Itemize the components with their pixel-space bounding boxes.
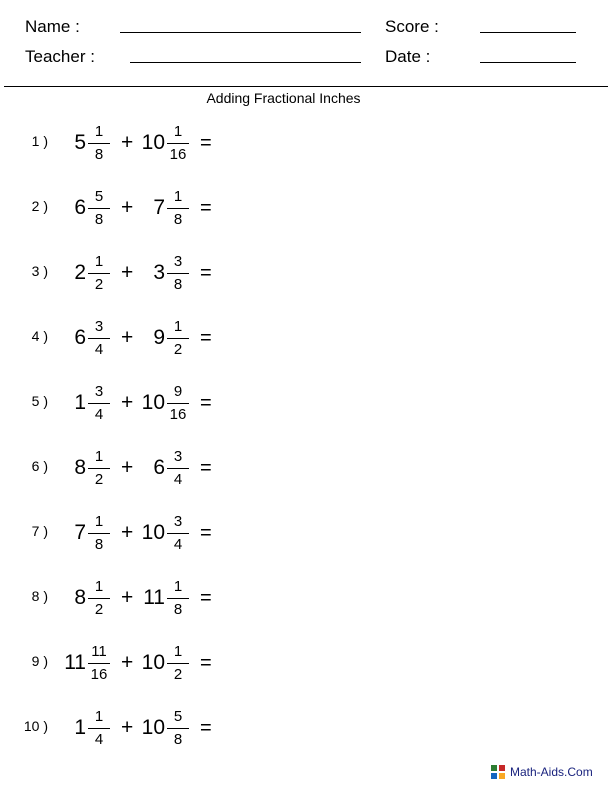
denominator: 16 — [169, 146, 187, 163]
whole-number: 2 — [74, 261, 86, 284]
equals-sign: = — [200, 197, 212, 219]
teacher-field[interactable] — [130, 62, 361, 63]
whole-number: 1 — [74, 391, 86, 414]
denominator: 4 — [94, 731, 104, 748]
problem-number: 2 ) — [31, 198, 48, 214]
whole-number: 10 — [141, 521, 165, 544]
whole-number: 10 — [141, 131, 165, 154]
problem-1 — [0, 120, 612, 166]
numerator: 1 — [94, 513, 104, 530]
plus-sign: + — [121, 261, 134, 284]
denominator: 16 — [90, 666, 108, 683]
whole-number: 10 — [141, 391, 165, 414]
denominator: 2 — [173, 666, 183, 683]
denominator: 2 — [173, 341, 183, 358]
plus-sign: + — [121, 196, 134, 219]
denominator: 8 — [173, 731, 183, 748]
plus-sign: + — [121, 586, 134, 609]
date-field[interactable] — [480, 62, 576, 63]
problem-number: 8 ) — [31, 588, 48, 604]
problem-10 — [0, 705, 612, 751]
whole-number: 1 — [74, 716, 86, 739]
brand-name: Math-Aids.Com — [510, 765, 593, 779]
math-aids-logo-icon — [491, 765, 505, 779]
whole-number: 8 — [74, 586, 86, 609]
fraction-bar — [167, 143, 189, 144]
numerator: 1 — [94, 253, 104, 270]
problem-8 — [0, 575, 612, 621]
score-field[interactable] — [480, 32, 576, 33]
whole-number: 5 — [74, 131, 86, 154]
numerator: 5 — [173, 708, 183, 725]
numerator: 9 — [173, 383, 183, 400]
plus-sign: + — [121, 651, 134, 674]
numerator: 1 — [94, 448, 104, 465]
numerator: 1 — [94, 708, 104, 725]
numerator: 3 — [94, 318, 104, 335]
numerator: 5 — [94, 188, 104, 205]
equals-sign: = — [200, 132, 212, 154]
equals-sign: = — [200, 717, 212, 739]
fraction-bar — [167, 728, 189, 729]
denominator: 4 — [173, 536, 183, 553]
fraction-bar — [88, 728, 110, 729]
name-field[interactable] — [120, 32, 361, 33]
numerator: 3 — [173, 448, 183, 465]
denominator: 4 — [94, 341, 104, 358]
plus-sign: + — [121, 391, 134, 414]
equals-sign: = — [200, 327, 212, 349]
fraction-bar — [167, 533, 189, 534]
fraction-bar — [88, 208, 110, 209]
denominator: 4 — [94, 406, 104, 423]
denominator: 8 — [173, 211, 183, 228]
fraction-bar — [88, 273, 110, 274]
whole-number: 3 — [153, 261, 165, 284]
denominator: 2 — [94, 276, 104, 293]
problem-2 — [0, 185, 612, 231]
problem-6 — [0, 445, 612, 491]
fraction-bar — [167, 338, 189, 339]
problem-number: 1 ) — [31, 133, 48, 149]
whole-number: 10 — [141, 651, 165, 674]
score-label: Score : — [385, 17, 439, 36]
whole-number: 6 — [74, 196, 86, 219]
denominator: 8 — [94, 211, 104, 228]
teacher-label: Teacher : — [25, 47, 95, 66]
problem-number: 6 ) — [31, 458, 48, 474]
plus-sign: + — [121, 716, 134, 739]
equals-sign: = — [200, 652, 212, 674]
equals-sign: = — [200, 457, 212, 479]
plus-sign: + — [121, 456, 134, 479]
numerator: 1 — [173, 318, 183, 335]
problem-number: 5 ) — [31, 393, 48, 409]
equals-sign: = — [200, 392, 212, 414]
equals-sign: = — [200, 522, 212, 544]
whole-number: 7 — [153, 196, 165, 219]
problem-9 — [0, 640, 612, 686]
numerator: 1 — [94, 578, 104, 595]
numerator: 3 — [173, 253, 183, 270]
problem-3 — [0, 250, 612, 296]
whole-number: 10 — [141, 716, 165, 739]
whole-number: 11 — [143, 586, 165, 609]
problem-7 — [0, 510, 612, 556]
whole-number: 6 — [153, 456, 165, 479]
name-label: Name : — [25, 17, 80, 36]
problem-number: 3 ) — [31, 263, 48, 279]
denominator: 8 — [94, 146, 104, 163]
denominator: 8 — [173, 276, 183, 293]
numerator: 1 — [94, 123, 104, 140]
problem-4 — [0, 315, 612, 361]
fraction-bar — [167, 598, 189, 599]
plus-sign: + — [121, 131, 134, 154]
numerator: 1 — [173, 643, 183, 660]
fraction-bar — [167, 663, 189, 664]
denominator: 4 — [173, 471, 183, 488]
fraction-bar — [88, 468, 110, 469]
fraction-bar — [167, 273, 189, 274]
header-divider — [4, 86, 608, 87]
problem-number: 7 ) — [31, 523, 48, 539]
worksheet-title: Adding Fractional Inches — [206, 90, 361, 106]
denominator: 2 — [94, 471, 104, 488]
whole-number: 9 — [153, 326, 165, 349]
numerator: 3 — [173, 513, 183, 530]
equals-sign: = — [200, 587, 212, 609]
numerator: 1 — [173, 188, 183, 205]
numerator: 3 — [94, 383, 104, 400]
numerator: 1 — [173, 123, 183, 140]
whole-number: 6 — [74, 326, 86, 349]
problem-number: 10 ) — [23, 718, 48, 734]
plus-sign: + — [121, 521, 134, 544]
equals-sign: = — [200, 262, 212, 284]
whole-number: 8 — [74, 456, 86, 479]
denominator: 8 — [173, 601, 183, 618]
problem-5 — [0, 380, 612, 426]
fraction-bar — [167, 208, 189, 209]
fraction-bar — [88, 338, 110, 339]
numerator: 11 — [91, 643, 107, 660]
fraction-bar — [167, 468, 189, 469]
fraction-bar — [167, 403, 189, 404]
denominator: 2 — [94, 601, 104, 618]
plus-sign: + — [121, 326, 134, 349]
whole-number: 7 — [74, 521, 86, 544]
fraction-bar — [88, 663, 110, 664]
denominator: 16 — [169, 406, 187, 423]
fraction-bar — [88, 598, 110, 599]
denominator: 8 — [94, 536, 104, 553]
fraction-bar — [88, 143, 110, 144]
whole-number: 11 — [64, 651, 86, 674]
problem-number: 9 ) — [31, 653, 48, 669]
fraction-bar — [88, 533, 110, 534]
fraction-bar — [88, 403, 110, 404]
date-label: Date : — [385, 47, 431, 66]
numerator: 1 — [173, 578, 183, 595]
problem-number: 4 ) — [31, 328, 48, 344]
